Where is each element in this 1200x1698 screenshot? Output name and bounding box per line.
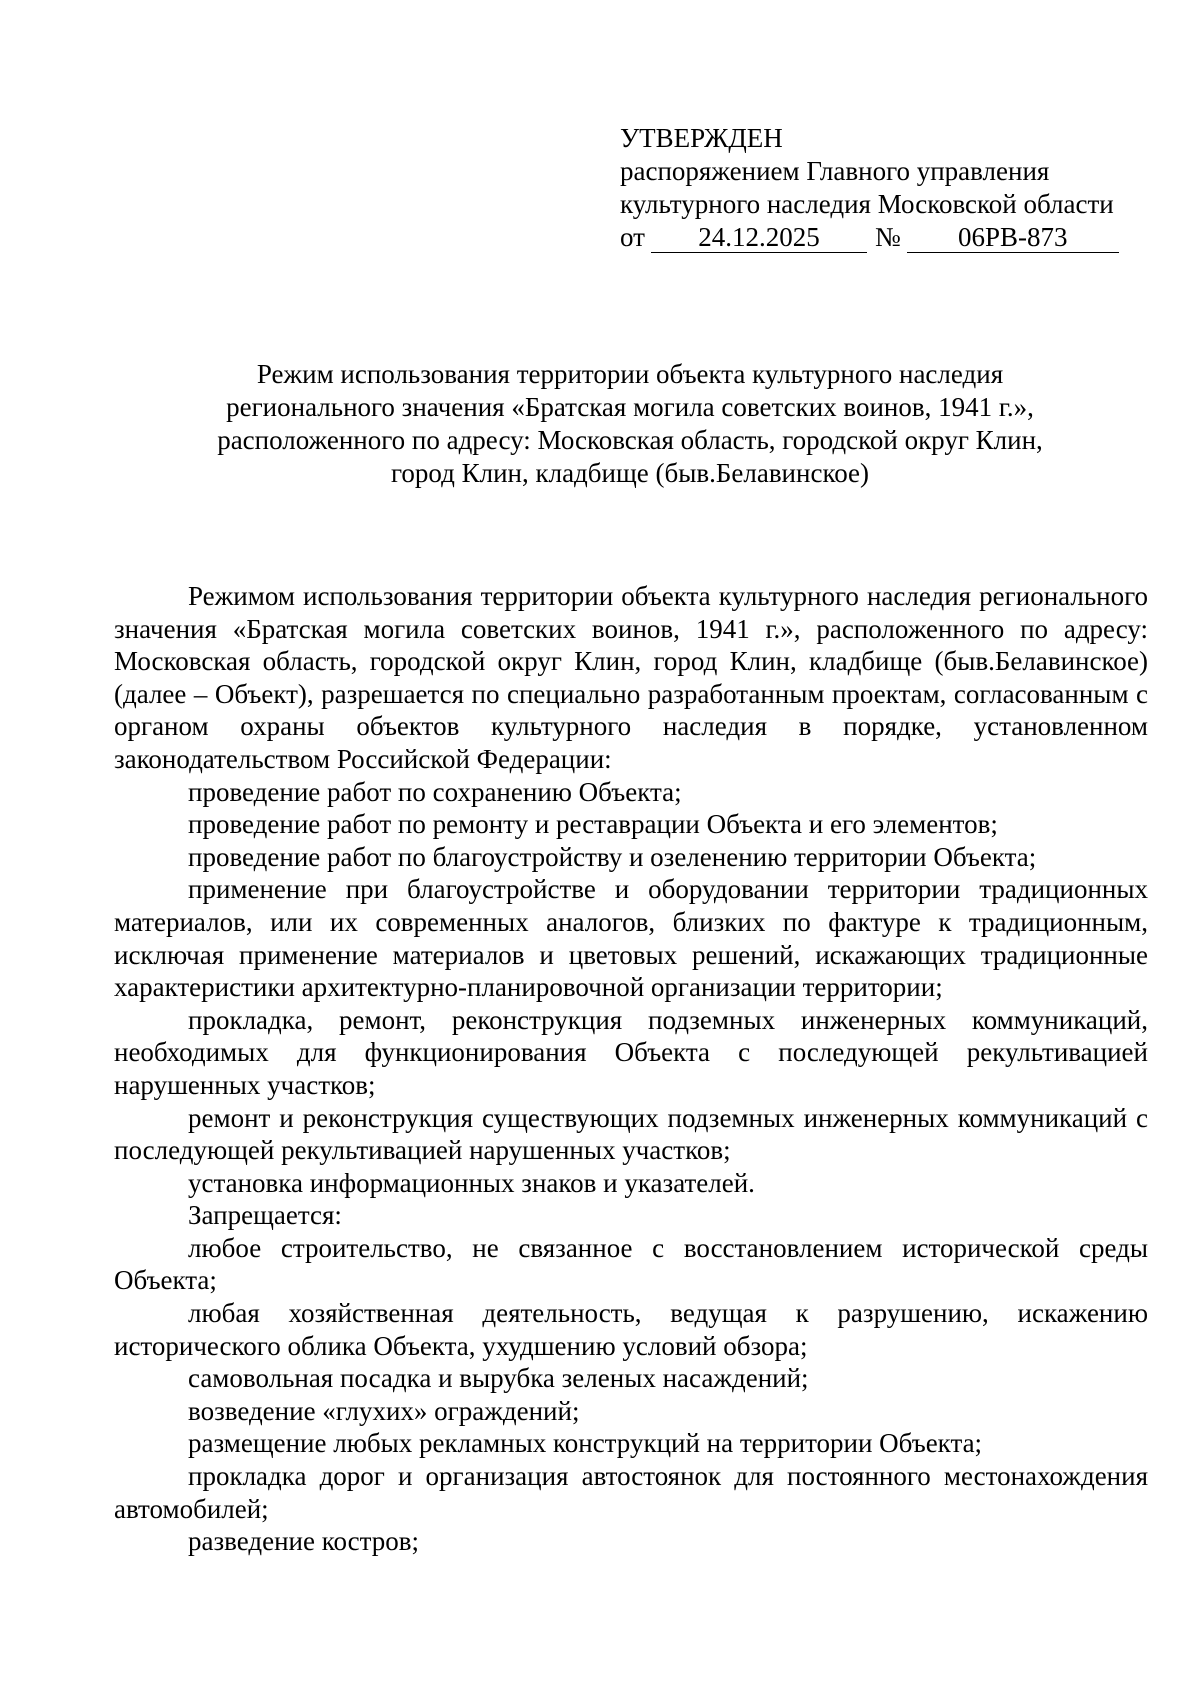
title-line-3: расположенного по адресу: Московская область, городской округ Клин, [217,425,1043,455]
title-line-1: Режим использования территории объекта культурного наследия [256,359,1004,389]
paragraph: ремонт и реконструкция существующих подземных инженерных коммуникаций с последующей рекультивацией нарушенных участков; [114,1102,1148,1166]
approval-line-1: распоряжением Главного управления [620,156,1050,186]
paragraph: любая хозяйственная деятельность, ведущая к разрушению, искажению исторического облика Объекта, ухудшению условий обзора; [114,1298,1148,1361]
paragraph: применение при благоустройстве и оборудовании территории традиционных материалов, или их современных аналогов, близких по фактуре к традиционным, исключая применение материалов и цветовых решений, искажающих традиционные характеристики архитектурно-планировочной организации территории; [114,874,1148,1003]
approval-date: 24.12.2025 [651,223,867,253]
number-sign: № [874,222,901,252]
paragraph: размещение любых рекламных конструкций на территории Объекта; [188,1428,983,1459]
approval-date-number-row [620,221,1160,254]
paragraph: установка информационных знаков и указателей. [188,1167,755,1198]
paragraph: проведение работ по сохранению Объекта; [188,776,682,807]
paragraph: проведение работ по ремонту и реставрации Объекта и его элементов; [188,809,998,840]
paragraph: прокладка, ремонт, реконструкция подземных инженерных коммуникаций, необходимых для функционирования Объекта с последующей рекультивацией нарушенных участков; [114,1004,1148,1100]
paragraph: Запрещается: [188,1200,342,1231]
paragraph: Режимом использования территории объекта культурного наследия регионального значения «Братская могила советских воинов, 1941 г.», расположенного по адресу: Московская область, городской округ Клин, город Клин, кладбище (быв.Белавинское) (далее – Объект), разрешается по специально разработанным проектам, согласованным с органом охраны объектов культурного наследия в порядке, установленном законодательством Российской Федерации: [114,581,1148,774]
date-prefix: от [620,222,645,252]
approval-heading: УТВЕРЖДЕН [620,123,783,153]
approval-stamp [620,122,1160,254]
title-line-4: город Клин, кладбище (быв.Белавинское) [390,458,869,488]
paragraph: самовольная посадка и вырубка зеленых насаждений; [188,1363,809,1394]
paragraph: проведение работ по благоустройству и озеленению территории Объекта; [188,841,1037,872]
title-line-2: регионального значения «Братская могила советских воинов, 1941 г.», [226,392,1034,422]
approval-line-2: культурного наследия Московской области [620,189,1114,219]
approval-number: 06РВ-873 [907,223,1119,253]
paragraph: разведение костров; [188,1526,420,1557]
document-title [110,358,1150,490]
paragraph: любое строительство, не связанное с восстановлением исторической среды Объекта; [114,1232,1148,1296]
paragraph: прокладка дорог и организация автостоянок для постоянного местонахождения автомобилей; [114,1461,1148,1524]
document-body [114,580,1148,1558]
paragraph: возведение «глухих» ограждений; [188,1395,580,1426]
